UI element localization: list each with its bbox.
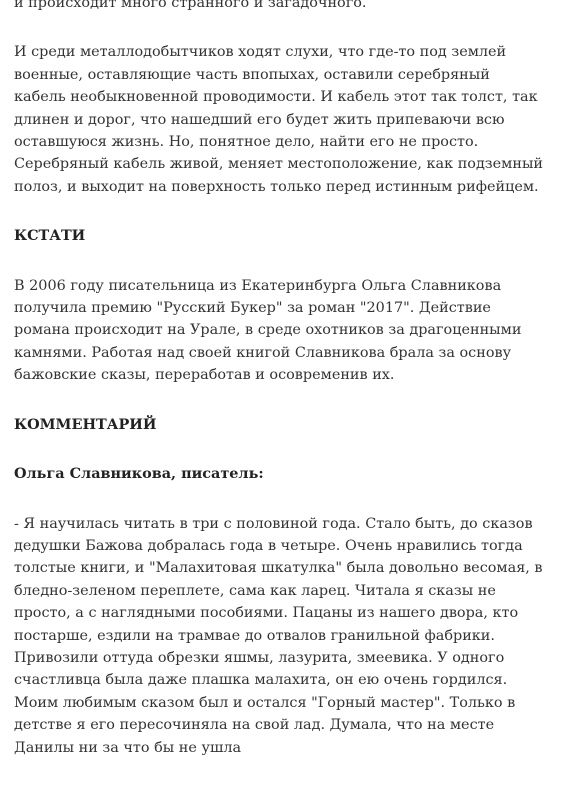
comment-author: Ольга Славникова, писатель:	[14, 465, 264, 483]
section-heading-kstati: КСТАТИ	[14, 227, 86, 245]
article-paragraph: В 2006 году писательница из Екатеринбурга Ольга Славникова получила премию "Русский Букер" за роман "2017". Действие романа происходит на Урале, в среде охотников за драгоценными камнями. Работая над своей книгой Славникова брала за основу бажовские сказы, переработав и осовременив их.	[14, 277, 522, 384]
article-paragraph: и происходит много странного и загадочного.	[14, 0, 367, 11]
section-heading-comment: КОММЕНТАРИЙ	[14, 415, 157, 433]
article-body	[14, 0, 544, 786]
comment-text: - Я научилась читать в три с половиной года. Стало быть, до сказов дедушки Бажова добралась года в четыре. Очень нравились тогда толстые книги, и "Малахитовая шкатулка" была довольно весомая, в бледно-зеленом переплете, сама как ларец. Читала я сказы не просто, а с наглядными пособиями. Пацаны из нашего двора, кто постарше, ездили на трамвае до отвалов гранильной фабрики. Привозили оттуда обрезки яшмы, лазурита, змеевика. У одного счастливца была даже плашка малахита, он ею очень гордился. Моим любимым сказом был и остался "Горный мастер". Только в детстве я его пересочиняла на свой лад. Думала, что на месте Данилы ни за что бы не ушла	[14, 515, 543, 756]
article-paragraph: И среди металлодобытчиков ходят слухи, что где-то под землей военные, оставляющие часть впопыхах, оставили серебряный кабель необыкновенной проводимости. И кабель этот так толст, так длинен и дорог, что нашедший его будет жить припеваючи всю оставшуюся жизнь. Но, понятное дело, найти его не просто. Серебряный кабель живой, меняет местоположение, как подземный полоз, и выходит на поверхность только перед истинным рифейцем.	[14, 44, 544, 195]
